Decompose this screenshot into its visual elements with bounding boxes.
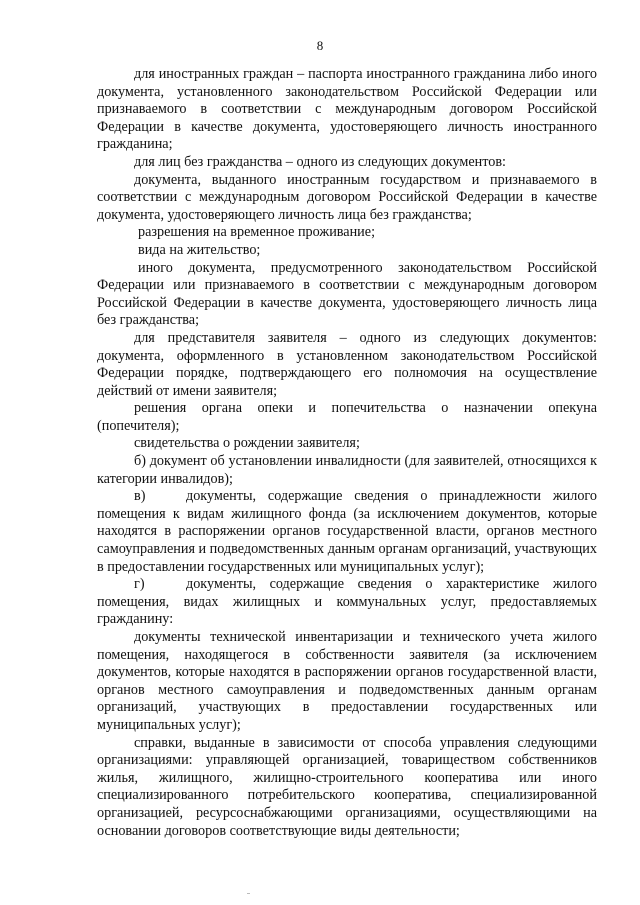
item-marker-v: в) (134, 488, 146, 505)
item-text-v: документы, содержащие сведения о принадлежности жилого помещения к видам жилищного фонда (за исключением документов, которые находятся в распоряжении органов государственной власти, органов местного самоуправления и подведомственных данным органам организаций, участвующих в предоставлении государственных или муниципальных услуг); (97, 488, 597, 575)
paragraph-representative: для представителя заявителя – одного из следующих документов: документа, оформленного в установленном законодательством Российской Федерации порядке, подтверждающего его полномочия на осуществление действий от имени заявителя; (97, 329, 597, 399)
paragraph-birth-certificate: свидетельства о рождении заявителя; (134, 435, 360, 452)
document-body (97, 66, 597, 840)
paragraph-item-g-housing-characteristics (97, 576, 597, 629)
paragraph-item-b-disability: б) документ об установлении инвалидности (для заявителей, относящихся к категории инвалидов); (97, 453, 597, 487)
scan-artifact (247, 893, 250, 894)
item-marker-g: г) (134, 576, 145, 593)
item-text-g: документы, содержащие сведения о характеристике жилого помещения, видах жилищных и коммунальных услуг, предоставляемых гражданину: (97, 576, 597, 628)
paragraph-residence-permit: вида на жительство; (138, 241, 261, 258)
paragraph-technical-inventory: документы технической инвентаризации и технического учета жилого помещения, находящегося в собственности заявителя (за исключением документов, которые находятся в распоряжении органов государственной власти, органов местного самоуправления и подведомственных данным органам организаций, участвующих в предоставлении государственных или муниципальных услуг); (97, 629, 597, 733)
paragraph-certificates: справки, выданные в зависимости от способа управления следующими организациями: управляющей организацией, товариществом собственников жилья, жилищного, жилищно-строительного кооператива или иного специализированного потребительского кооператива, специализированной организацией, ресурсоснабжающими организациями, осуществляющими на основании договоров соответствующие виды деятельности; (97, 734, 597, 839)
paragraph-foreign-citizens: для иностранных граждан – паспорта иностранного гражданина либо иного документа, установленного законодательством Российской Федерации или признаваемого в соответствии с международным договором Российской Федерации в качестве документа, удостоверяющего личность иностранного гражданина; (97, 66, 597, 153)
paragraph-other-document: иного документа, предусмотренного законодательством Российской Федерации или признаваемого в соответствии с международным договором Российской Федерации в качестве документа, удостоверяющего личность лица без гражданства; (97, 259, 597, 329)
paragraph-temporary-residence: разрешения на временное проживание; (138, 224, 376, 241)
page-number: 8 (316, 38, 324, 53)
paragraph-guardianship-decision: решения органа опеки и попечительства о назначении опекуна (попечителя); (97, 400, 597, 434)
paragraph-item-v-housing-fund (97, 488, 597, 576)
paragraph-foreign-state-document: документа, выданного иностранным государством и признаваемого в соответствии с международным договором Российской Федерации в качестве документа, удостоверяющего личность лица без гражданства; (97, 171, 597, 223)
paragraph-stateless-persons: для лиц без гражданства – одного из следующих документов: (134, 153, 506, 170)
